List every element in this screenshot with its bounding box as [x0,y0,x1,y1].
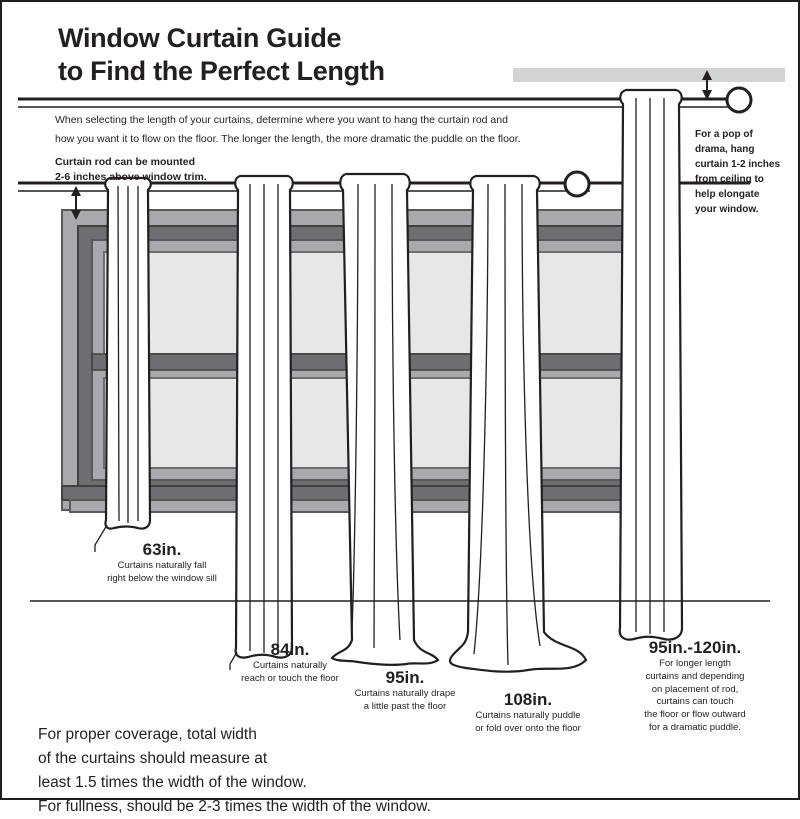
side-note-line2: drama, hang [695,144,755,155]
side-note-line6: your window. [695,204,759,215]
page-title-line1: Window Curtain Guide [58,23,342,53]
measure-desc-95-120in-line4: curtains can touch [656,696,734,708]
intro-line2: how you want it to flow on the floor. The longer the length, the more dramatic the puddle on the floor. [55,133,521,145]
measure-desc-95in-line2: a little past the floor [363,700,447,712]
measure-desc-95-120in-line1: For longer length [659,658,731,669]
side-note-line1: For a pop of [695,129,753,140]
footer-line1: For proper coverage, total width [38,726,257,743]
footer-line2: of the curtains should measure at [38,750,268,767]
footer-line4: For fullness, should be 2-3 times the width of the window. [38,798,431,815]
measure-desc-95-120in-line2: curtains and depending [645,670,745,682]
measure-desc-95-120in-line3: on placement of rod, [651,683,739,695]
measure-desc-84in-line2: reach or touch the floor [241,672,339,684]
side-note-line3: curtain 1-2 inches [695,159,781,170]
measure-desc-84in-line1: Curtains naturally [253,660,327,671]
measure-value-95in: 95in. [385,668,425,687]
measure-desc-95-120in-line6: for a dramatic puddle. [649,722,741,734]
curtain-95-120in [620,90,682,640]
rod-note-line2: 2-6 inches above window trim. [55,171,207,183]
measure-desc-95in-line1: Curtains naturally drape [354,688,456,699]
measure-value-84in: 84in. [270,640,310,659]
measure-label-95-120in [600,638,790,735]
curtain-63in [105,178,151,529]
footer-line3: least 1.5 times the width of the window. [38,774,307,791]
measure-desc-95-120in-line5: the floor or flow outward [644,709,746,721]
measure-value-63in: 63in. [142,540,182,559]
measure-desc-108in-line1: Curtains naturally puddle [475,710,581,721]
measure-label-108in [428,690,628,736]
measure-desc-63in-line2: right below the window sill [107,572,217,584]
measure-desc-108in-line2: or fold over onto the floor [475,722,581,734]
side-note-line4: from ceiling to [695,174,764,185]
measure-value-108in: 108in. [503,690,553,709]
page-title-line2: to Find the Perfect Length [58,56,385,86]
intro-line1: When selecting the length of your curtains, determine where you want to hang the curtain rod and [55,114,508,126]
measure-value-95-120in: 95in.-120in. [648,638,742,657]
measure-desc-63in-line1: Curtains naturally fall [117,560,207,571]
side-note-line5: help elongate [695,189,760,200]
title-accent-bar [513,68,785,82]
measure-label-63in [62,540,262,586]
rod-note-line1: Curtain rod can be mounted [55,156,196,168]
